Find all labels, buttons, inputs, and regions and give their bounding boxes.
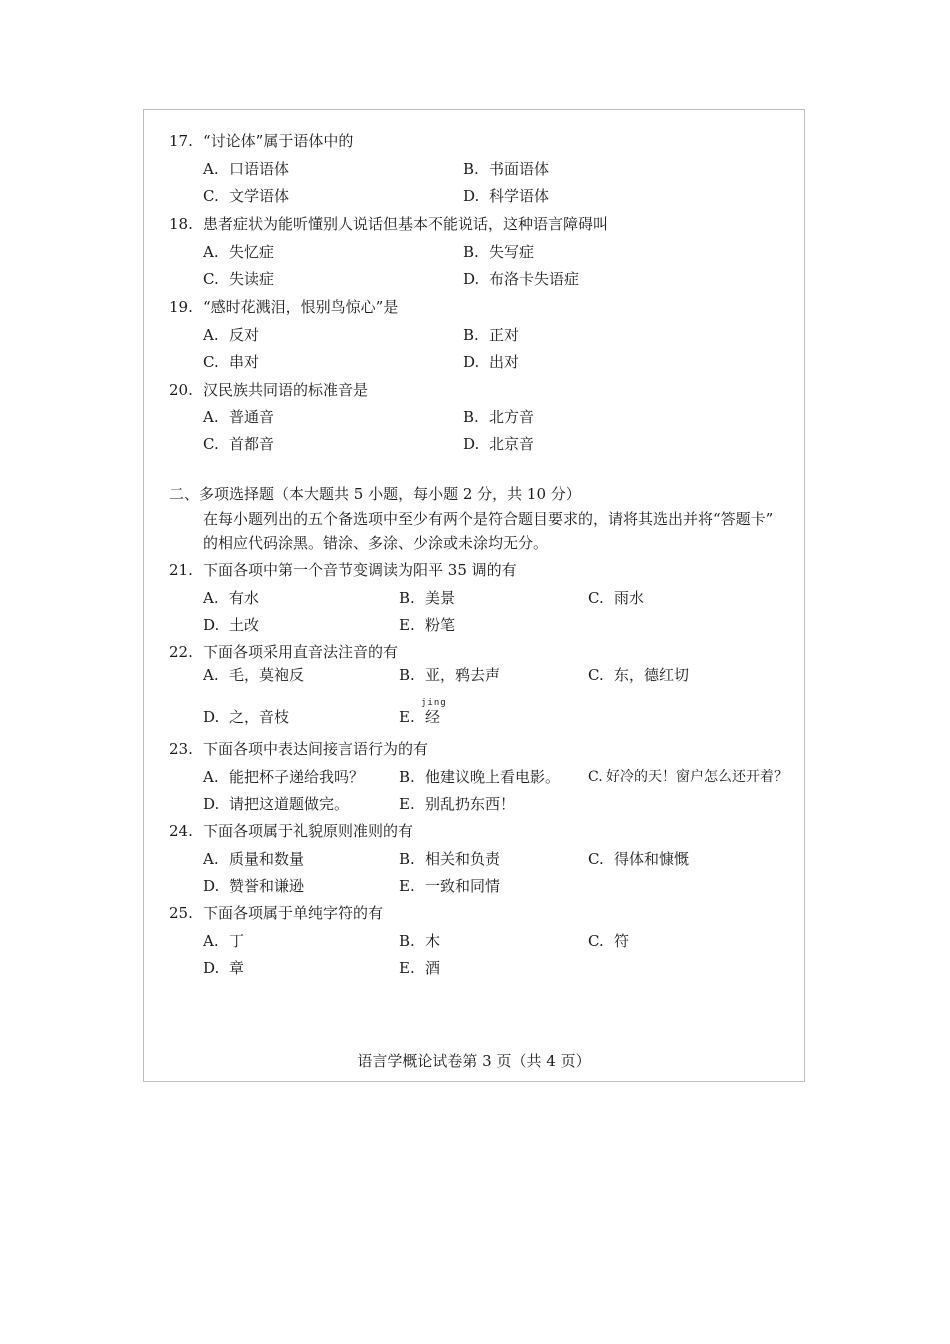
option: A. 失忆症 xyxy=(203,243,275,261)
question-number: 17. xyxy=(169,132,193,150)
question-stem: “感时花溅泪，恨别鸟惊心”是 xyxy=(203,298,399,316)
question-number: 19. xyxy=(169,298,193,316)
option: E. jing 经 xyxy=(399,707,440,727)
option: E. 一致和同情 xyxy=(399,877,501,895)
option: B. 亚，鸦去声 xyxy=(399,666,501,684)
option: C. 雨水 xyxy=(588,589,645,607)
option: D. 科学语体 xyxy=(463,187,550,205)
question-stem: 下面各项属于单纯字符的有 xyxy=(203,904,384,922)
option: A. 有水 xyxy=(203,589,260,607)
question-stem: 下面各项中第一个音节变调读为阳平 35 调的有 xyxy=(203,561,517,579)
option: B. 美景 xyxy=(399,589,456,607)
option: A. 质量和数量 xyxy=(203,850,305,868)
question-stem: 汉民族共同语的标准音是 xyxy=(203,381,369,399)
option: C. 东，德红切 xyxy=(588,666,690,684)
question-stem: 下面各项属于礼貌原则准则的有 xyxy=(203,822,414,840)
option: A. 能把杯子递给我吗？ xyxy=(203,768,365,786)
option: E. 酒 xyxy=(399,959,441,977)
option: C. 文学语体 xyxy=(203,187,290,205)
question-18 xyxy=(169,214,608,234)
option: D. 之，音枝 xyxy=(203,708,290,726)
option: A. 口语语体 xyxy=(203,160,290,178)
option: A. 反对 xyxy=(203,326,260,344)
question-stem: “讨论体”属于语体中的 xyxy=(203,132,354,150)
option: D. 请把这道题做完。 xyxy=(203,795,350,813)
question-number: 25. xyxy=(169,904,193,922)
option: C. 首都音 xyxy=(203,435,275,453)
option: B. 书面语体 xyxy=(463,160,550,178)
option: D. 北京音 xyxy=(463,435,535,453)
option: A. 毛，莫袍反 xyxy=(203,666,305,684)
option: B. 正对 xyxy=(463,326,520,344)
option: D. 章 xyxy=(203,959,245,977)
exam-page xyxy=(143,109,805,1082)
question-20 xyxy=(169,380,368,400)
option: C. 符 xyxy=(588,932,630,950)
question-number: 24. xyxy=(169,822,193,840)
option: B. 相关和负责 xyxy=(399,850,501,868)
option: A. 丁 xyxy=(203,932,245,950)
option: C. 得体和慷慨 xyxy=(588,850,690,868)
option: D. 赞誉和谦逊 xyxy=(203,877,305,895)
question-22 xyxy=(169,642,398,662)
section-instruction: 在每小题列出的五个备选项中至少有两个是符合题目要求的，请将其选出并将“答题卡” xyxy=(203,510,774,528)
option: E. 粉笔 xyxy=(399,616,456,634)
question-number: 18. xyxy=(169,215,193,233)
page-footer: 语言学概论试卷第 3 页（共 4 页） xyxy=(357,1052,591,1070)
option: B. 失写症 xyxy=(463,243,535,261)
option: B. 北方音 xyxy=(463,408,535,426)
question-21 xyxy=(169,560,517,580)
option: D. 土改 xyxy=(203,616,260,634)
option: D. 出对 xyxy=(463,353,520,371)
question-number: 20. xyxy=(169,381,193,399)
question-number: 21. xyxy=(169,561,193,579)
question-stem: 下面各项采用直音法注音的有 xyxy=(203,643,399,661)
option: E. 别乱扔东西！ xyxy=(399,795,516,813)
option: B. 他建议晚上看电影。 xyxy=(399,768,561,786)
option: B. 木 xyxy=(399,932,441,950)
question-23 xyxy=(169,739,428,759)
pinyin-label: jing xyxy=(421,698,447,708)
section-title: 二、多项选择题（本大题共 5 小题，每小题 2 分，共 10 分） xyxy=(169,485,581,503)
question-25 xyxy=(169,903,383,923)
pinyin-annotated-char: jing 经 xyxy=(425,707,440,727)
option: D. 布洛卡失语症 xyxy=(463,270,580,288)
question-stem: 患者症状为能听懂别人说话但基本不能说话，这种语言障碍叫 xyxy=(203,215,609,233)
option: C. 串对 xyxy=(203,353,260,371)
option: A. 普通音 xyxy=(203,408,275,426)
question-19 xyxy=(169,297,398,317)
question-number: 22. xyxy=(169,643,193,661)
question-number: 23. xyxy=(169,740,193,758)
question-24 xyxy=(169,821,413,841)
option: C. 失读症 xyxy=(203,270,275,288)
question-17 xyxy=(169,131,353,151)
question-stem: 下面各项中表达间接言语行为的有 xyxy=(203,740,429,758)
option: C. 好冷的天！窗户怎么还开着？ xyxy=(588,769,788,785)
section-instruction: 的相应代码涂黑。错涂、多涂、少涂或未涂均无分。 xyxy=(203,534,549,552)
